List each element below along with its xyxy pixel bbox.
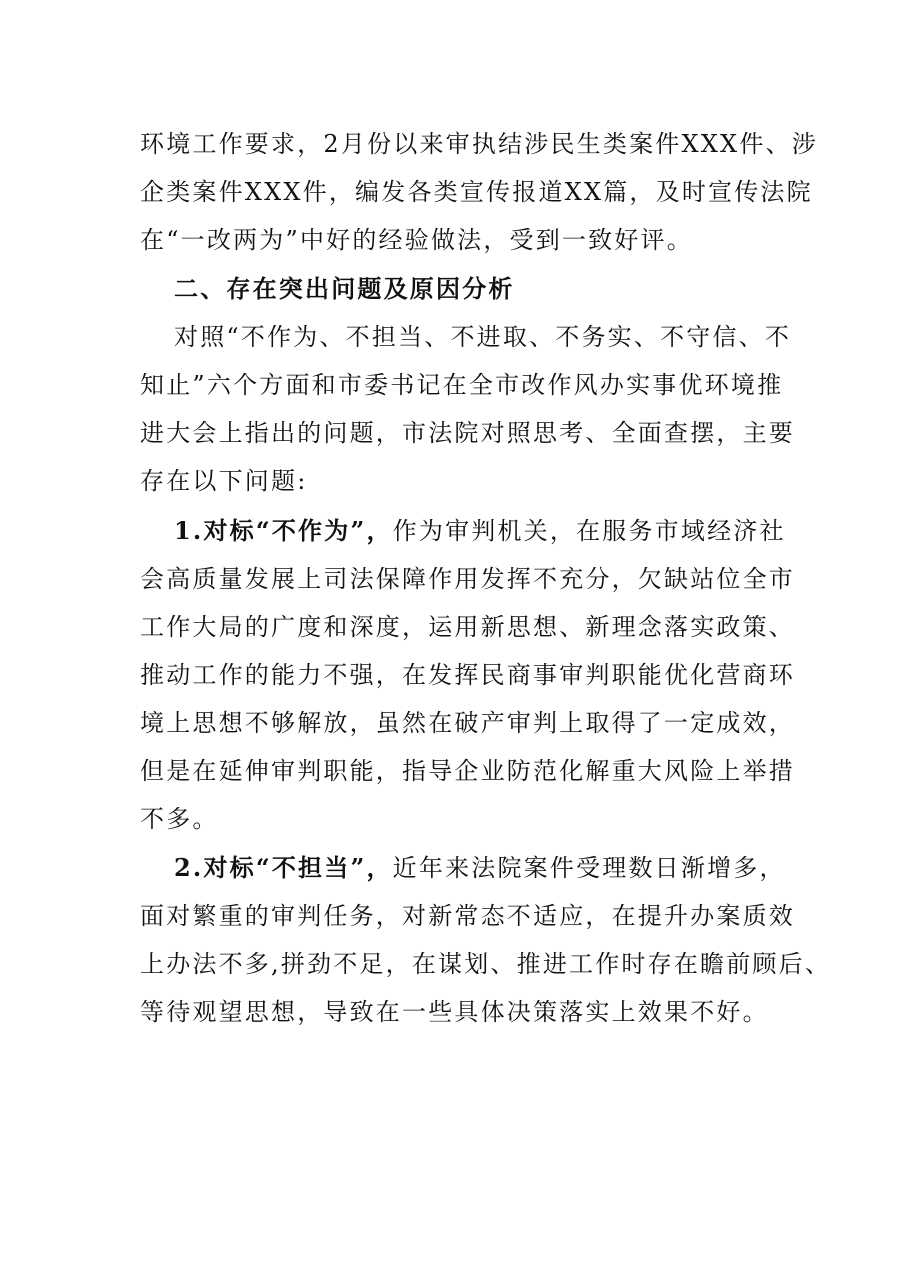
body-line: 企类案件XXX件，编发各类宣传报道XX篇，及时宣传法院: [140, 178, 813, 206]
body-line: 对照“不作为、不担当、不进取、不务实、不守信、不: [174, 323, 792, 351]
body-line: 境上思想不够解放，虽然在破产审判上取得了一定成效，: [140, 709, 795, 737]
body-line: 面对繁重的审判任务，对新常态不适应，在提升办案质效: [140, 902, 795, 930]
item-1-text: 作为审判机关，在服务市域经济社: [392, 517, 786, 545]
body-line: 上办法不多,拼劲不足，在谋划、推进工作时存在瞻前顾后、: [140, 950, 832, 978]
body-line: 但是在延伸审判职能，指导企业防范化解重大风险上举措: [140, 757, 795, 785]
body-line: 不多。: [140, 805, 219, 833]
section-heading: 二、存在突出问题及原因分析: [174, 274, 515, 303]
item-2-first-line: [174, 853, 786, 883]
item-1-label: 1.对标“不作为”，: [174, 516, 393, 545]
body-line: 进大会上指出的问题，市法院对照思考、全面查摆，主要: [140, 419, 795, 447]
body-line: 推动工作的能力不强，在发挥民商事审判职能优化营商环: [140, 661, 795, 689]
item-2-label: 2.对标“不担当”，: [174, 853, 393, 882]
body-line: 在“一改两为”中好的经验做法，受到一致好评。: [140, 226, 693, 254]
body-line: 等待观望思想，导致在一些具体决策落实上效果不好。: [140, 998, 769, 1026]
body-line: 会高质量发展上司法保障作用发挥不充分，欠缺站位全市: [140, 565, 795, 593]
body-line: 知止”六个方面和市委书记在全市改作风办实事优环境推: [140, 371, 784, 399]
body-line: 环境工作要求，2月份以来审执结涉民生类案件XXX件、涉: [140, 130, 818, 158]
body-line: 工作大局的广度和深度，运用新思想、新理念落实政策、: [140, 613, 795, 641]
item-1-first-line: [174, 516, 786, 546]
item-2-text: 近年来法院案件受理数日渐增多，: [392, 854, 786, 882]
body-line: 存在以下问题:: [140, 467, 308, 495]
